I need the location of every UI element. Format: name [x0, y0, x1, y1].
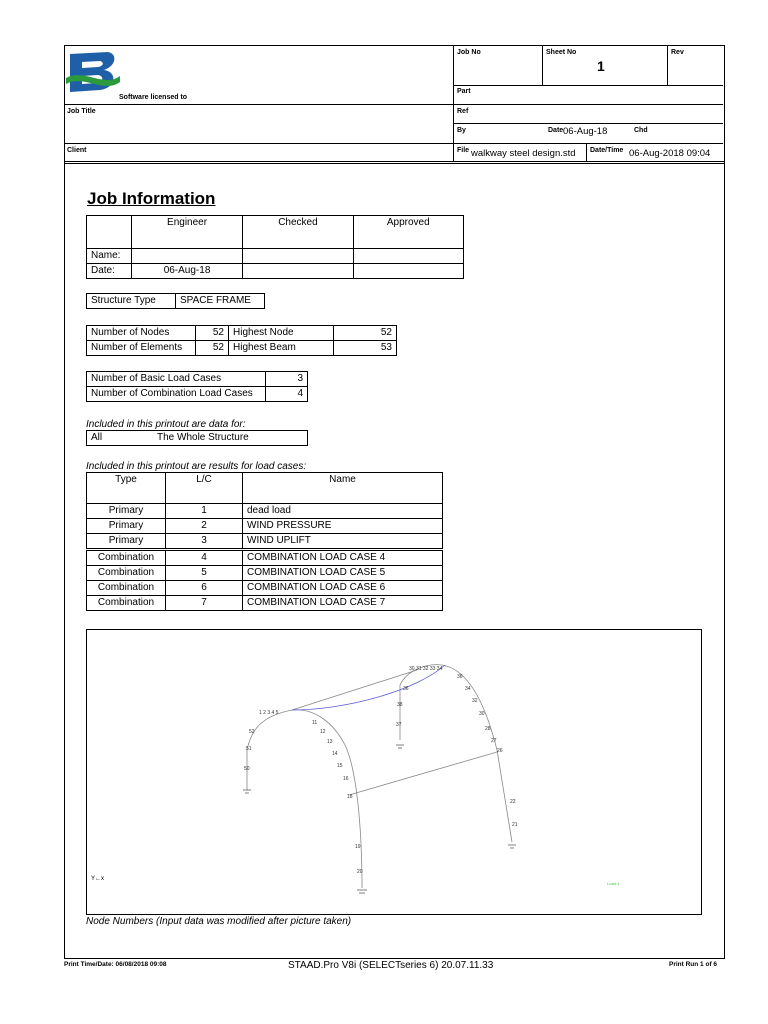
- name-label: Name:: [87, 249, 132, 264]
- svg-text:36: 36: [457, 674, 463, 680]
- date-row-label: Date:: [87, 264, 132, 279]
- col-engineer: Engineer: [131, 216, 242, 249]
- svg-text:1 2 3 4 5: 1 2 3 4 5: [259, 710, 279, 716]
- structure-type-table: [86, 293, 265, 309]
- table-row: [87, 581, 443, 596]
- svg-text:36: 36: [403, 686, 409, 692]
- table-row: [87, 596, 443, 611]
- program-version: STAAD.Pro V8i (SELECTseries 6) 20.07.11.33: [288, 960, 494, 971]
- results-caption: Included in this printout are results for load cases:: [86, 461, 307, 472]
- nodes-value: 52: [196, 326, 229, 341]
- lc-number: 1: [166, 504, 243, 519]
- col-checked: Checked: [243, 216, 353, 249]
- nodes-label: Number of Nodes: [87, 326, 196, 341]
- lc-name: dead load: [243, 504, 443, 519]
- ref-label: Ref: [457, 108, 469, 115]
- lc-number: 4: [166, 550, 243, 566]
- svg-text:51: 51: [246, 746, 252, 752]
- lc-type: Combination: [87, 581, 166, 596]
- svg-text:30 31 32 33 34: 30 31 32 33 34: [409, 666, 443, 672]
- table-row: [87, 534, 443, 550]
- lc-name: COMBINATION LOAD CASE 5: [243, 566, 443, 581]
- svg-text:34: 34: [465, 686, 471, 692]
- highest-beam-value: 53: [334, 341, 397, 356]
- sheet-no-label: Sheet No: [546, 49, 577, 56]
- job-title-label: Job Title: [67, 108, 96, 115]
- svg-text:38: 38: [397, 702, 403, 708]
- elements-label: Number of Elements: [87, 341, 196, 356]
- svg-text:37: 37: [396, 722, 402, 728]
- file-label: File: [457, 147, 470, 154]
- lc-number: 3: [166, 534, 243, 550]
- svg-text:28: 28: [485, 726, 491, 732]
- rev-label: Rev: [671, 49, 684, 56]
- table-row: [87, 504, 443, 519]
- counts-table: [86, 325, 397, 356]
- lc-header-name: Name: [243, 473, 443, 504]
- basic-lc-label: Number of Basic Load Cases: [87, 372, 266, 387]
- svg-text:15: 15: [337, 763, 343, 769]
- bentley-logo: [64, 48, 122, 96]
- svg-text:26: 26: [497, 748, 503, 754]
- col-approved: Approved: [353, 216, 463, 249]
- structure-type-label: Structure Type: [87, 294, 176, 309]
- svg-text:13: 13: [327, 739, 333, 745]
- picture-caption: Node Numbers (Input data was modified after picture taken): [86, 916, 352, 927]
- file-name: walkway steel design.std: [471, 148, 576, 159]
- print-time: Print Time/Date: 06/08/2018 09:08: [64, 961, 167, 968]
- job-info-title: Job Information: [87, 189, 216, 208]
- svg-text:30: 30: [479, 711, 485, 717]
- data-caption: Included in this printout are data for:: [86, 419, 246, 430]
- job-info-table: [86, 215, 464, 279]
- structure-type-value: SPACE FRAME: [176, 294, 265, 309]
- lc-name: WIND PRESSURE: [243, 519, 443, 534]
- datetime-label: Date/Time: [590, 147, 624, 154]
- highest-node-value: 52: [334, 326, 397, 341]
- job-no-label: Job No: [457, 49, 481, 56]
- structure-drawing: [87, 630, 701, 914]
- svg-text:18: 18: [347, 794, 353, 800]
- date-value: 06-Aug-18: [131, 264, 242, 279]
- svg-text:50: 50: [244, 766, 250, 772]
- svg-text:11: 11: [312, 720, 318, 726]
- table-row: [87, 550, 443, 566]
- lc-name: COMBINATION LOAD CASE 7: [243, 596, 443, 611]
- svg-text:19: 19: [355, 844, 361, 850]
- highest-beam-label: Highest Beam: [229, 341, 334, 356]
- lc-header-lc: L/C: [166, 473, 243, 504]
- svg-text:21: 21: [512, 822, 518, 828]
- comb-lc-value: 4: [266, 387, 308, 402]
- sheet-no: 1: [597, 58, 605, 74]
- by-label: By: [457, 127, 466, 134]
- svg-text:20: 20: [357, 869, 363, 875]
- header-datetime: 06-Aug-2018 09:04: [629, 148, 711, 159]
- lc-number: 6: [166, 581, 243, 596]
- lc-number: 5: [166, 566, 243, 581]
- print-run: Print Run 1 of 6: [669, 961, 718, 968]
- svg-text:22: 22: [510, 799, 516, 805]
- lc-type: Primary: [87, 504, 166, 519]
- lc-number: 7: [166, 596, 243, 611]
- data-scope-table: [86, 430, 308, 446]
- lc-type: Combination: [87, 550, 166, 566]
- loadcase-table: [86, 472, 443, 611]
- load-label: Load 1: [607, 881, 620, 886]
- scope-whole: The Whole Structure: [153, 431, 308, 446]
- lc-header-type: Type: [87, 473, 166, 504]
- lc-type: Primary: [87, 534, 166, 550]
- highest-node-label: Highest Node: [229, 326, 334, 341]
- loadcase-count-table: [86, 371, 308, 402]
- lc-type: Combination: [87, 566, 166, 581]
- svg-text:16: 16: [343, 776, 349, 782]
- lc-type: Primary: [87, 519, 166, 534]
- lc-name: COMBINATION LOAD CASE 4: [243, 550, 443, 566]
- lc-name: COMBINATION LOAD CASE 6: [243, 581, 443, 596]
- svg-text:12: 12: [320, 729, 326, 735]
- lc-number: 2: [166, 519, 243, 534]
- axis-label: Y←x: [91, 876, 105, 882]
- licensed-to: Software licensed to: [119, 94, 188, 101]
- scope-all: All: [87, 431, 154, 446]
- structure-picture: [86, 629, 702, 915]
- basic-lc-value: 3: [266, 372, 308, 387]
- elements-value: 52: [196, 341, 229, 356]
- table-row: [87, 566, 443, 581]
- svg-text:27: 27: [491, 738, 497, 744]
- svg-text:32: 32: [472, 698, 478, 704]
- lc-type: Combination: [87, 596, 166, 611]
- table-row: [87, 519, 443, 534]
- client-label: Client: [67, 147, 87, 154]
- chd-label: Chd: [634, 127, 648, 134]
- comb-lc-label: Number of Combination Load Cases: [87, 387, 266, 402]
- header-date: 06-Aug-18: [563, 126, 608, 137]
- part-label: Part: [457, 88, 471, 95]
- lc-name: WIND UPLIFT: [243, 534, 443, 550]
- svg-text:52: 52: [249, 729, 255, 735]
- date-label: Date: [548, 127, 564, 134]
- svg-text:14: 14: [332, 751, 338, 757]
